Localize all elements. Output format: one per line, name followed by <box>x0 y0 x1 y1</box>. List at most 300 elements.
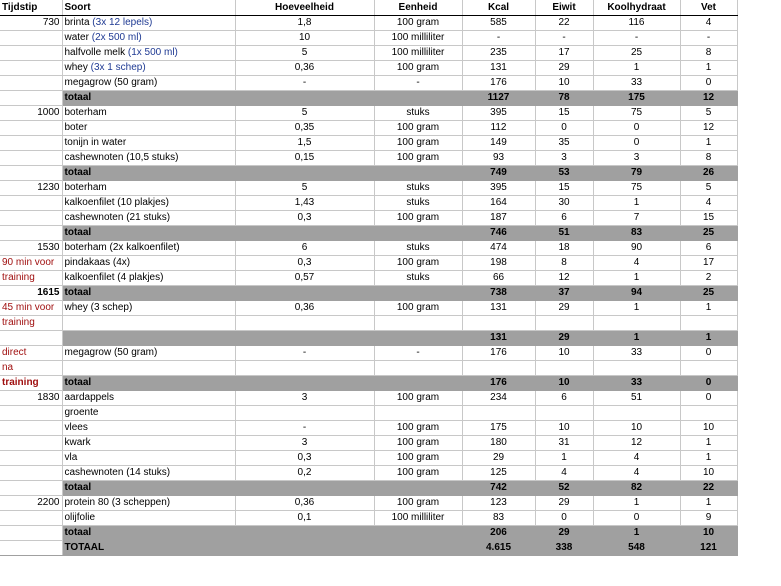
column-header-koolhydraat[interactable]: Koolhydraat <box>593 0 680 16</box>
cell-hoeveelheid[interactable]: 0,57 <box>235 271 374 286</box>
cell-koolhydraat[interactable]: 51 <box>593 391 680 406</box>
cell-eenheid[interactable] <box>374 541 462 556</box>
cell-kcal[interactable]: 395 <box>462 106 535 121</box>
cell-eenheid[interactable] <box>374 526 462 541</box>
cell-vet[interactable]: 0 <box>680 346 737 361</box>
cell-eiwit[interactable]: 17 <box>535 46 593 61</box>
cell-hoeveelheid[interactable] <box>235 166 374 181</box>
cell-eenheid[interactable]: 100 gram <box>374 136 462 151</box>
cell-tijdstip[interactable] <box>0 541 62 556</box>
cell-eenheid[interactable] <box>374 376 462 391</box>
cell-hoeveelheid[interactable]: 0,3 <box>235 256 374 271</box>
cell-kcal[interactable]: 742 <box>462 481 535 496</box>
cell-tijdstip[interactable] <box>0 406 62 421</box>
cell-tijdstip[interactable] <box>0 91 62 106</box>
cell-kcal[interactable]: 131 <box>462 61 535 76</box>
column-header-tijdstip[interactable]: Tijdstip <box>0 0 62 16</box>
cell-eiwit[interactable]: 51 <box>535 226 593 241</box>
cell-kcal[interactable]: 131 <box>462 331 535 346</box>
cell-soort[interactable] <box>62 271 235 286</box>
cell-vet[interactable] <box>680 361 737 376</box>
cell-tijdstip[interactable]: training <box>0 376 62 391</box>
cell-eiwit[interactable]: 53 <box>535 166 593 181</box>
cell-tijdstip[interactable] <box>0 46 62 61</box>
cell-tijdstip[interactable] <box>0 211 62 226</box>
cell-koolhydraat[interactable]: 1 <box>593 271 680 286</box>
cell-tijdstip[interactable] <box>0 151 62 166</box>
cell-koolhydraat[interactable]: 0 <box>593 121 680 136</box>
cell-soort[interactable] <box>62 466 235 481</box>
cell-vet[interactable]: 1 <box>680 331 737 346</box>
cell-hoeveelheid[interactable]: 1,5 <box>235 136 374 151</box>
cell-hoeveelheid[interactable]: 1,43 <box>235 196 374 211</box>
cell-eenheid[interactable]: 100 gram <box>374 421 462 436</box>
cell-koolhydraat[interactable] <box>593 406 680 421</box>
cell-hoeveelheid[interactable] <box>235 376 374 391</box>
cell-soort[interactable] <box>62 196 235 211</box>
cell-koolhydraat[interactable]: 548 <box>593 541 680 556</box>
cell-hoeveelheid[interactable]: 0,15 <box>235 151 374 166</box>
cell-vet[interactable]: 15 <box>680 211 737 226</box>
cell-kcal[interactable]: 164 <box>462 196 535 211</box>
cell-vet[interactable]: 8 <box>680 151 737 166</box>
cell-tijdstip[interactable] <box>0 76 62 91</box>
cell-vet[interactable]: 1 <box>680 136 737 151</box>
cell-vet[interactable]: 22 <box>680 481 737 496</box>
cell-eenheid[interactable]: 100 gram <box>374 466 462 481</box>
cell-kcal[interactable]: 198 <box>462 256 535 271</box>
cell-eenheid[interactable]: 100 gram <box>374 256 462 271</box>
cell-vet[interactable]: 121 <box>680 541 737 556</box>
cell-hoeveelheid[interactable] <box>235 361 374 376</box>
cell-eenheid[interactable] <box>374 361 462 376</box>
cell-vet[interactable]: 17 <box>680 256 737 271</box>
cell-tijdstip[interactable] <box>0 511 62 526</box>
cell-eiwit[interactable]: 30 <box>535 196 593 211</box>
cell-eenheid[interactable] <box>374 481 462 496</box>
cell-eiwit[interactable]: 0 <box>535 511 593 526</box>
cell-eenheid[interactable] <box>374 286 462 301</box>
cell-soort[interactable] <box>62 481 235 496</box>
cell-soort[interactable] <box>62 496 235 511</box>
cell-soort-text: cashewnoten (21 stuks) <box>64 212 171 223</box>
cell-eiwit[interactable]: 0 <box>535 121 593 136</box>
cell-tijdstip[interactable] <box>0 136 62 151</box>
cell-kcal[interactable]: 29 <box>462 451 535 466</box>
cell-eiwit[interactable]: 12 <box>535 271 593 286</box>
cell-koolhydraat[interactable]: 116 <box>593 16 680 31</box>
cell-tijdstip[interactable] <box>0 226 62 241</box>
cell-tijdstip[interactable]: 1530 <box>0 241 62 256</box>
cell-eenheid[interactable] <box>374 406 462 421</box>
cell-hoeveelheid[interactable]: - <box>235 76 374 91</box>
cell-eiwit[interactable]: 31 <box>535 436 593 451</box>
cell-tijdstip[interactable] <box>0 121 62 136</box>
table-row <box>0 451 737 466</box>
cell-koolhydraat[interactable]: 4 <box>593 466 680 481</box>
cell-soort[interactable] <box>62 136 235 151</box>
cell-eiwit[interactable]: 4 <box>535 466 593 481</box>
cell-eiwit[interactable]: 29 <box>535 301 593 316</box>
cell-soort[interactable] <box>62 241 235 256</box>
cell-eenheid[interactable] <box>374 166 462 181</box>
cell-tijdstip[interactable]: 1000 <box>0 106 62 121</box>
cell-koolhydraat[interactable]: 83 <box>593 226 680 241</box>
cell-tijdstip[interactable] <box>0 61 62 76</box>
cell-tijdstip[interactable]: 1615 <box>0 286 62 301</box>
cell-hoeveelheid[interactable]: 1,8 <box>235 16 374 31</box>
cell-kcal[interactable]: 175 <box>462 421 535 436</box>
cell-kcal[interactable]: 474 <box>462 241 535 256</box>
cell-tijdstip[interactable] <box>0 331 62 346</box>
cell-soort[interactable] <box>62 391 235 406</box>
cell-hoeveelheid[interactable] <box>235 226 374 241</box>
cell-eenheid[interactable]: 100 gram <box>374 451 462 466</box>
cell-hoeveelheid[interactable] <box>235 91 374 106</box>
cell-vet[interactable]: 0 <box>680 391 737 406</box>
cell-tijdstip[interactable] <box>0 31 62 46</box>
cell-koolhydraat[interactable]: 33 <box>593 76 680 91</box>
cell-hoeveelheid[interactable]: 0,3 <box>235 451 374 466</box>
cell-vet[interactable]: 10 <box>680 421 737 436</box>
cell-soort[interactable] <box>62 331 235 346</box>
cell-kcal[interactable] <box>462 316 535 331</box>
cell-kcal[interactable]: 738 <box>462 286 535 301</box>
cell-eenheid[interactable]: 100 gram <box>374 61 462 76</box>
cell-kcal[interactable]: 176 <box>462 376 535 391</box>
cell-vet[interactable]: 10 <box>680 526 737 541</box>
cell-eenheid[interactable]: stuks <box>374 241 462 256</box>
cell-koolhydraat[interactable]: 7 <box>593 211 680 226</box>
cell-tijdstip[interactable]: 730 <box>0 16 62 31</box>
cell-eenheid[interactable]: 100 gram <box>374 496 462 511</box>
cell-kcal[interactable]: 149 <box>462 136 535 151</box>
cell-tijdstip[interactable]: 45 min voor <box>0 301 62 316</box>
cell-kcal[interactable]: 66 <box>462 271 535 286</box>
cell-vet[interactable]: 12 <box>680 121 737 136</box>
cell-kcal[interactable]: 180 <box>462 436 535 451</box>
cell-soort-text: boterham (2x kalkoenfilet) <box>64 242 180 253</box>
cell-kcal[interactable]: 187 <box>462 211 535 226</box>
cell-kcal[interactable]: 112 <box>462 121 535 136</box>
cell-tijdstip[interactable] <box>0 466 62 481</box>
cell-eiwit[interactable]: - <box>535 31 593 46</box>
cell-vet[interactable]: 1 <box>680 436 737 451</box>
cell-soort[interactable] <box>62 166 235 181</box>
cell-vet[interactable]: 5 <box>680 106 737 121</box>
cell-vet[interactable]: 10 <box>680 466 737 481</box>
cell-eiwit[interactable]: 29 <box>535 331 593 346</box>
cell-eiwit[interactable]: 52 <box>535 481 593 496</box>
cell-soort[interactable] <box>62 211 235 226</box>
cell-eiwit[interactable]: 35 <box>535 136 593 151</box>
cell-tijdstip[interactable]: 2200 <box>0 496 62 511</box>
cell-vet[interactable]: 25 <box>680 226 737 241</box>
subtotal-row <box>0 376 737 391</box>
cell-eenheid[interactable] <box>374 91 462 106</box>
cell-kcal[interactable]: 83 <box>462 511 535 526</box>
cell-eenheid[interactable]: stuks <box>374 106 462 121</box>
cell-eenheid[interactable]: - <box>374 76 462 91</box>
cell-tijdstip[interactable]: training <box>0 316 62 331</box>
cell-eiwit[interactable]: 18 <box>535 241 593 256</box>
cell-hoeveelheid[interactable]: 10 <box>235 31 374 46</box>
cell-hoeveelheid[interactable]: 0,1 <box>235 511 374 526</box>
cell-soort[interactable] <box>62 541 235 556</box>
cell-soort[interactable] <box>62 511 235 526</box>
cell-soort[interactable] <box>62 526 235 541</box>
cell-kcal[interactable]: 395 <box>462 181 535 196</box>
cell-tijdstip[interactable] <box>0 196 62 211</box>
cell-soort[interactable] <box>62 91 235 106</box>
cell-eiwit[interactable]: 22 <box>535 16 593 31</box>
cell-soort[interactable] <box>62 181 235 196</box>
cell-eenheid[interactable] <box>374 331 462 346</box>
cell-koolhydraat[interactable]: - <box>593 31 680 46</box>
cell-soort[interactable] <box>62 301 235 316</box>
cell-koolhydraat[interactable]: 94 <box>593 286 680 301</box>
cell-eiwit[interactable]: 29 <box>535 61 593 76</box>
cell-vet[interactable]: 25 <box>680 286 737 301</box>
cell-kcal[interactable]: 125 <box>462 466 535 481</box>
column-header-kcal[interactable]: Kcal <box>462 0 535 16</box>
cell-koolhydraat[interactable]: 0 <box>593 136 680 151</box>
cell-tijdstip[interactable] <box>0 481 62 496</box>
cell-eiwit[interactable]: 8 <box>535 256 593 271</box>
cell-kcal[interactable]: 234 <box>462 391 535 406</box>
cell-koolhydraat[interactable]: 175 <box>593 91 680 106</box>
cell-eenheid[interactable]: 100 gram <box>374 151 462 166</box>
cell-koolhydraat[interactable]: 1 <box>593 526 680 541</box>
cell-kcal[interactable]: - <box>462 31 535 46</box>
cell-vet[interactable]: 1 <box>680 451 737 466</box>
cell-koolhydraat[interactable]: 33 <box>593 376 680 391</box>
cell-koolhydraat[interactable]: 1 <box>593 61 680 76</box>
cell-vet[interactable]: 6 <box>680 241 737 256</box>
cell-hoeveelheid[interactable]: 0,3 <box>235 211 374 226</box>
cell-eiwit[interactable]: 10 <box>535 376 593 391</box>
cell-vet[interactable]: 26 <box>680 166 737 181</box>
cell-eiwit[interactable] <box>535 361 593 376</box>
cell-tijdstip[interactable] <box>0 526 62 541</box>
cell-hoeveelheid[interactable]: 0,35 <box>235 121 374 136</box>
cell-hoeveelheid[interactable]: 0,36 <box>235 301 374 316</box>
cell-tijdstip[interactable]: na <box>0 361 62 376</box>
cell-kcal[interactable] <box>462 361 535 376</box>
column-header-vet[interactable]: Vet <box>680 0 737 16</box>
cell-koolhydraat[interactable]: 75 <box>593 106 680 121</box>
cell-eiwit[interactable]: 1 <box>535 451 593 466</box>
cell-eiwit[interactable]: 3 <box>535 151 593 166</box>
column-header-eenheid[interactable]: Eenheid <box>374 0 462 16</box>
cell-tijdstip[interactable]: 90 min voor <box>0 256 62 271</box>
cell-koolhydraat[interactable]: 82 <box>593 481 680 496</box>
cell-eenheid[interactable]: stuks <box>374 196 462 211</box>
cell-hoeveelheid[interactable] <box>235 541 374 556</box>
cell-eiwit[interactable] <box>535 406 593 421</box>
cell-soort[interactable] <box>62 76 235 91</box>
cell-vet[interactable]: 5 <box>680 181 737 196</box>
cell-kcal[interactable]: 131 <box>462 301 535 316</box>
cell-soort[interactable] <box>62 16 235 31</box>
cell-hoeveelheid[interactable] <box>235 406 374 421</box>
cell-koolhydraat[interactable]: 79 <box>593 166 680 181</box>
cell-eiwit[interactable]: 6 <box>535 211 593 226</box>
cell-koolhydraat[interactable]: 4 <box>593 451 680 466</box>
cell-vet[interactable]: 0 <box>680 376 737 391</box>
cell-eenheid[interactable]: 100 milliliter <box>374 46 462 61</box>
cell-hoeveelheid[interactable] <box>235 526 374 541</box>
cell-vet[interactable]: 1 <box>680 61 737 76</box>
cell-soort[interactable] <box>62 451 235 466</box>
cell-koolhydraat[interactable] <box>593 361 680 376</box>
cell-koolhydraat[interactable]: 10 <box>593 421 680 436</box>
cell-kcal[interactable]: 206 <box>462 526 535 541</box>
cell-vet[interactable]: 2 <box>680 271 737 286</box>
cell-eiwit[interactable]: 15 <box>535 106 593 121</box>
cell-eenheid[interactable]: 100 milliliter <box>374 511 462 526</box>
cell-vet[interactable] <box>680 316 737 331</box>
cell-eenheid[interactable]: stuks <box>374 271 462 286</box>
cell-eenheid[interactable]: 100 gram <box>374 121 462 136</box>
cell-koolhydraat[interactable]: 33 <box>593 346 680 361</box>
cell-koolhydraat[interactable]: 90 <box>593 241 680 256</box>
cell-eenheid[interactable] <box>374 316 462 331</box>
cell-hoeveelheid[interactable]: - <box>235 421 374 436</box>
cell-koolhydraat[interactable]: 0 <box>593 511 680 526</box>
cell-eenheid[interactable]: - <box>374 346 462 361</box>
cell-soort[interactable] <box>62 376 235 391</box>
cell-koolhydraat[interactable]: 1 <box>593 301 680 316</box>
cell-tijdstip[interactable]: 1230 <box>0 181 62 196</box>
cell-kcal[interactable]: 176 <box>462 346 535 361</box>
cell-kcal[interactable]: 123 <box>462 496 535 511</box>
cell-eiwit[interactable]: 78 <box>535 91 593 106</box>
cell-hoeveelheid[interactable]: 3 <box>235 436 374 451</box>
cell-eenheid[interactable]: 100 gram <box>374 16 462 31</box>
column-header-hoeveelheid[interactable]: Hoeveelheid <box>235 0 374 16</box>
cell-hoeveelheid[interactable]: 0,36 <box>235 61 374 76</box>
cell-eenheid[interactable]: 100 gram <box>374 211 462 226</box>
cell-soort[interactable] <box>62 421 235 436</box>
cell-vet[interactable]: 8 <box>680 46 737 61</box>
cell-tijdstip[interactable]: training <box>0 271 62 286</box>
cell-hoeveelheid[interactable]: 5 <box>235 181 374 196</box>
cell-kcal[interactable]: 585 <box>462 16 535 31</box>
cell-koolhydraat[interactable]: 4 <box>593 256 680 271</box>
cell-kcal[interactable]: 746 <box>462 226 535 241</box>
cell-soort[interactable] <box>62 286 235 301</box>
cell-kcal[interactable]: 176 <box>462 76 535 91</box>
cell-koolhydraat[interactable]: 12 <box>593 436 680 451</box>
cell-tijdstip[interactable] <box>0 421 62 436</box>
cell-koolhydraat[interactable]: 1 <box>593 196 680 211</box>
cell-koolhydraat[interactable]: 3 <box>593 151 680 166</box>
cell-eiwit[interactable]: 6 <box>535 391 593 406</box>
cell-soort[interactable] <box>62 346 235 361</box>
cell-eenheid[interactable]: 100 gram <box>374 436 462 451</box>
cell-kcal[interactable] <box>462 406 535 421</box>
cell-soort[interactable] <box>62 151 235 166</box>
cell-soort[interactable] <box>62 121 235 136</box>
cell-vet[interactable]: 4 <box>680 16 737 31</box>
cell-eiwit[interactable]: 338 <box>535 541 593 556</box>
column-header-eiwit[interactable]: Eiwit <box>535 0 593 16</box>
cell-koolhydraat[interactable] <box>593 316 680 331</box>
cell-hoeveelheid[interactable]: 5 <box>235 106 374 121</box>
cell-tijdstip[interactable]: 1830 <box>0 391 62 406</box>
cell-tijdstip[interactable]: direct <box>0 346 62 361</box>
cell-soort[interactable] <box>62 316 235 331</box>
cell-soort[interactable] <box>62 226 235 241</box>
cell-koolhydraat[interactable]: 1 <box>593 496 680 511</box>
cell-eiwit[interactable]: 37 <box>535 286 593 301</box>
cell-vet[interactable] <box>680 406 737 421</box>
cell-vet[interactable]: 1 <box>680 301 737 316</box>
cell-kcal[interactable]: 235 <box>462 46 535 61</box>
cell-eenheid[interactable]: stuks <box>374 181 462 196</box>
cell-kcal[interactable]: 1127 <box>462 91 535 106</box>
cell-hoeveelheid[interactable]: - <box>235 346 374 361</box>
cell-kcal[interactable]: 93 <box>462 151 535 166</box>
cell-soort[interactable] <box>62 31 235 46</box>
cell-vet[interactable]: 12 <box>680 91 737 106</box>
cell-tijdstip[interactable] <box>0 166 62 181</box>
cell-hoeveelheid[interactable] <box>235 331 374 346</box>
cell-kcal[interactable]: 749 <box>462 166 535 181</box>
cell-tijdstip[interactable] <box>0 436 62 451</box>
cell-eiwit[interactable]: 29 <box>535 496 593 511</box>
cell-eiwit[interactable]: 10 <box>535 76 593 91</box>
cell-eiwit[interactable]: 15 <box>535 181 593 196</box>
column-header-soort[interactable]: Soort <box>62 0 235 16</box>
cell-eiwit[interactable]: 10 <box>535 346 593 361</box>
cell-vet[interactable]: 9 <box>680 511 737 526</box>
cell-eiwit[interactable]: 29 <box>535 526 593 541</box>
cell-hoeveelheid[interactable]: 0,2 <box>235 466 374 481</box>
cell-soort[interactable] <box>62 436 235 451</box>
cell-vet[interactable]: 0 <box>680 76 737 91</box>
cell-eenheid[interactable]: 100 milliliter <box>374 31 462 46</box>
cell-hoeveelheid[interactable] <box>235 316 374 331</box>
cell-hoeveelheid[interactable]: 0,36 <box>235 496 374 511</box>
cell-vet[interactable]: - <box>680 31 737 46</box>
cell-hoeveelheid[interactable]: 3 <box>235 391 374 406</box>
cell-tijdstip[interactable] <box>0 451 62 466</box>
cell-eenheid[interactable] <box>374 226 462 241</box>
cell-soort[interactable] <box>62 46 235 61</box>
cell-koolhydraat[interactable]: 75 <box>593 181 680 196</box>
cell-eiwit[interactable] <box>535 316 593 331</box>
cell-soort[interactable] <box>62 106 235 121</box>
cell-soort[interactable] <box>62 256 235 271</box>
cell-hoeveelheid[interactable]: 6 <box>235 241 374 256</box>
cell-eenheid[interactable]: 100 gram <box>374 391 462 406</box>
cell-soort[interactable] <box>62 361 235 376</box>
cell-vet[interactable]: 1 <box>680 496 737 511</box>
cell-kcal[interactable]: 4.615 <box>462 541 535 556</box>
cell-koolhydraat[interactable]: 1 <box>593 331 680 346</box>
cell-hoeveelheid[interactable]: 5 <box>235 46 374 61</box>
cell-hoeveelheid[interactable] <box>235 286 374 301</box>
cell-vet[interactable]: 4 <box>680 196 737 211</box>
cell-eiwit[interactable]: 10 <box>535 421 593 436</box>
cell-hoeveelheid[interactable] <box>235 481 374 496</box>
cell-soort[interactable] <box>62 61 235 76</box>
cell-eenheid[interactable]: 100 gram <box>374 301 462 316</box>
cell-koolhydraat[interactable]: 25 <box>593 46 680 61</box>
cell-soort[interactable] <box>62 406 235 421</box>
